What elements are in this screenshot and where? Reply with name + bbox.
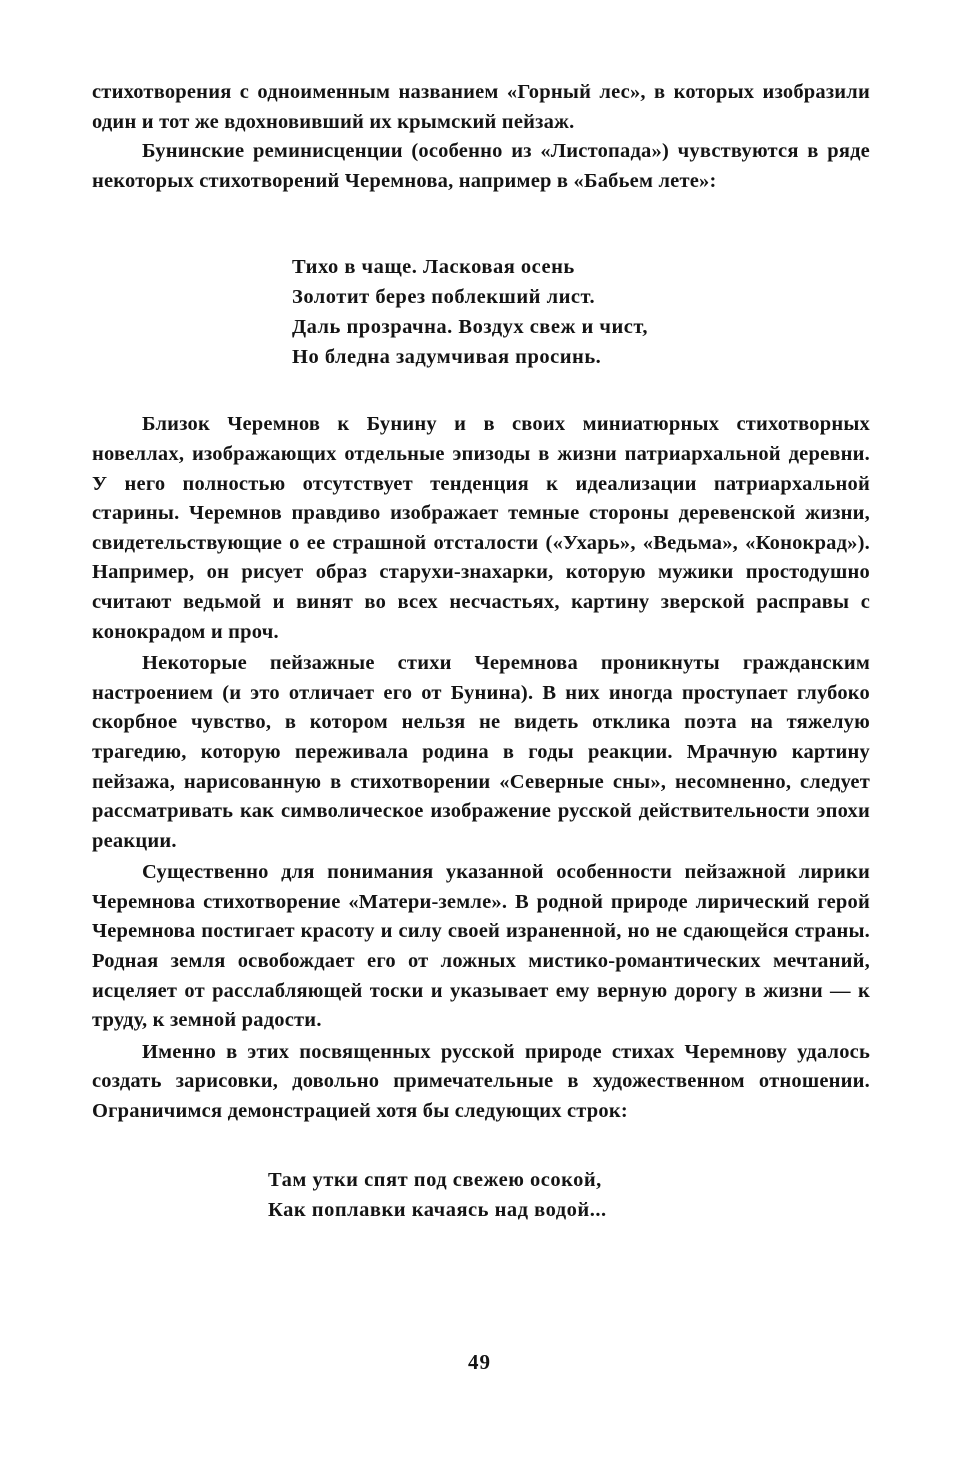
verse-line: Тихо в чаще. Ласковая осень [292, 256, 575, 279]
verse-line: Как поплавки качаясь над водой... [268, 1198, 607, 1221]
page-number: 49 [468, 1350, 491, 1374]
paragraph-3: Близок Черемнов к Бунину и в своих миниатюрных стихотворных новеллах, изображающих отдельные эпизоды в жизни патриархальной деревни. У него полностью отсутствует тенденция к идеализации патриархальной старины. Черемнов правдиво изображает темные стороны деревенской жизни, свидетельствующие о ее страшной отсталости («Ухарь», «Ведьма», «Конокрад»). Например, он рисует образ старухи-знахарки, которую мужики простодушно считают ведьмой и винят во всех несчастьях, картину зверской расправы с конокрадом и проч. [92, 413, 870, 643]
verse-line: Даль прозрачна. Воздух свеж и чист, [292, 316, 649, 339]
verse-line: Но бледна задумчивая просинь. [292, 346, 602, 369]
paragraph-1: стихотворения с одноименным названием «Горный лес», в которых изобразили один и тот же вдохновивший их крымский пейзаж. [92, 81, 870, 133]
verse-line: Золотит берез поблекший лист. [292, 286, 596, 309]
verse-quote-1 [292, 252, 870, 372]
page-body [92, 78, 870, 1225]
paragraph-4: Некоторые пейзажные стихи Черемнова проникнуты гражданским настроением (и это отличает его от Бунина). В них иногда проступает глубоко скорбное чувство, в котором нельзя не видеть отклика поэта на тяжелую трагедию, которую переживала родина в годы реакции. Мрачную картину пейзажа, нарисованную в стихотворении «Северные сны», несомненно, следует рассматривать как символическое изображение русской действительности эпохи реакции. [92, 652, 870, 852]
paragraph-5: Существенно для понимания указанной особенности пейзажной лирики Черемнова стихотворение «Матери-земле». В родной природе лирический герой Черемнова постигает красоту и силу своей израненной, но не сдающейся страны. Родная земля освобождает его от ложных мистико-романтических мечтаний, исцеляет от расслабляющей тоски и указывает ему верную дорогу в жизни — к труду, к земной радости. [92, 861, 870, 1032]
paragraph-2: Бунинские реминисценции (особенно из «Листопада») чувствуются в ряде некоторых стихотворений Черемнова, например в «Бабьем лете»: [92, 140, 870, 192]
verse-line: Там утки спят под свежею осокой, [268, 1168, 602, 1191]
paragraph-6: Именно в этих посвященных русской природе стихах Черемнову удалось создать зарисовки, довольно примечательные в художественном отношении. Ограничимся демонстрацией хотя бы следующих строк: [92, 1040, 870, 1123]
verse-quote-2 [268, 1165, 870, 1225]
